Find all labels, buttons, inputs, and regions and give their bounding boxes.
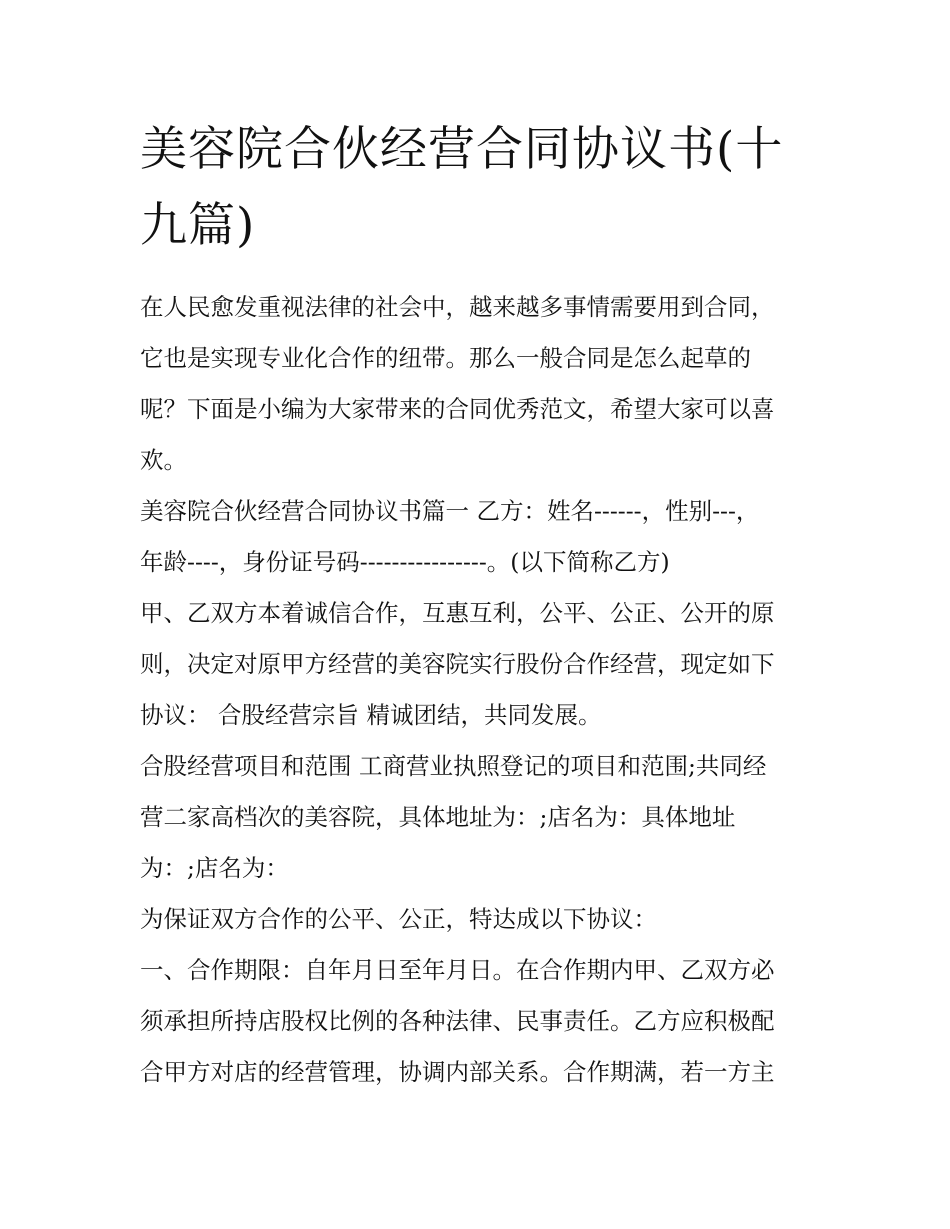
- title-line-1: 美容院合伙经营合同协议书(十: [140, 122, 784, 177]
- title-line-2: 九篇): [140, 198, 256, 253]
- term-paragraph: 一、合作期限：自年月日至年月日。在合作期内甲、乙双方必 须承担所持店股权比例的各种法律、民事责任。乙方应积极配 合甲方对店的经营管理，协调内部关系。合作期满，若一方主: [140, 956, 775, 1086]
- document-title: [140, 112, 812, 264]
- scope-paragraph: 合股经营项目和范围 工商营业执照登记的项目和范围;共同经 营二家高档次的美容院，具体地址为：;店名为：具体地址 为：;店名为：: [140, 752, 767, 882]
- party-b-paragraph: 美容院合伙经营合同协议书篇一 乙方：姓名------，性别---， 年龄----，身份证号码----------------。(以下简称乙方): [140, 497, 760, 576]
- intro-paragraph: 在人民愈发重视法律的社会中，越来越多事情需要用到合同， 它也是实现专业化合作的纽带。那么一般合同是怎么起草的 呢？下面是小编为大家带来的合同优秀范文，希望大家可以喜 欢。: [140, 293, 775, 474]
- agreement-intro-paragraph: 为保证双方合作的公平、公正，特达成以下协议：: [140, 905, 657, 933]
- principle-paragraph: 甲、乙双方本着诚信合作，互惠互利，公平、公正、公开的原 则，决定对原甲方经营的美容院实行股份合作经营，现定如下 协议： 合股经营宗旨 精诚团结，共同发展。: [140, 599, 775, 729]
- document-page: [140, 112, 812, 1098]
